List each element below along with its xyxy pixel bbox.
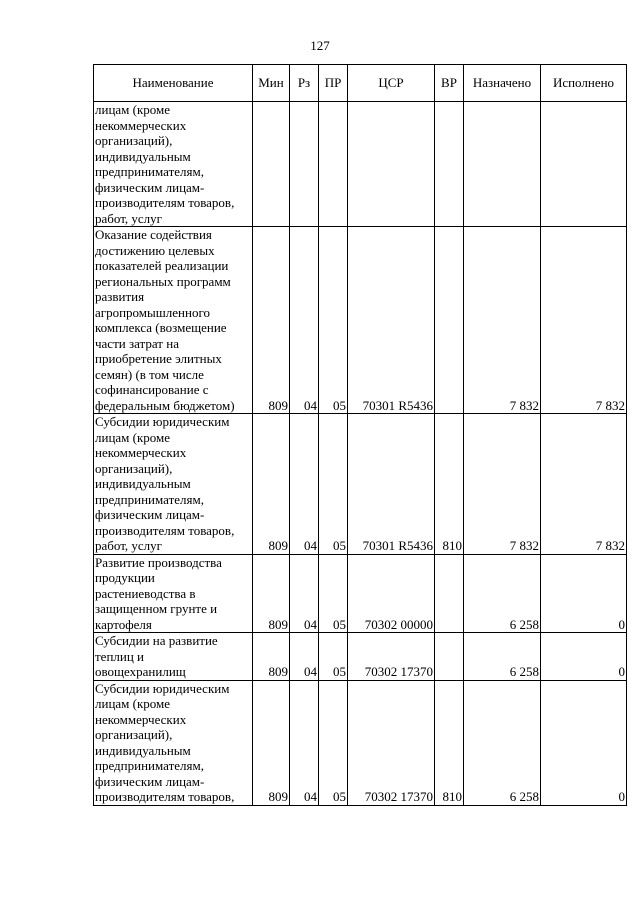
row-vr: 810 — [435, 680, 464, 805]
row-vr — [435, 102, 464, 227]
row-assigned: 6 258 — [464, 554, 541, 633]
row-assigned: 7 832 — [464, 227, 541, 414]
row-name: Оказание содействия достижению целевых показателей реализации региональных программ развития агропромышленного комплекса (возмещение части затрат на приобретение элитных семян) (в том числе софинансирование с федеральным бюджетом) — [94, 227, 253, 414]
header-name: Наименование — [94, 65, 253, 102]
row-executed — [541, 102, 627, 227]
page-number: 127 — [310, 38, 330, 53]
row-assigned: 6 258 — [464, 680, 541, 805]
row-rz: 04 — [290, 554, 319, 633]
row-executed: 7 832 — [541, 414, 627, 555]
row-name: Субсидии юридическим лицам (кроме некоммерческих организаций), индивидуальным предпринимателям, физическим лицам- производителям товаров, — [94, 680, 253, 805]
header-executed: Исполнено — [541, 65, 627, 102]
row-csr: 70302 17370 — [348, 680, 435, 805]
row-name: Развитие производства продукции растениеводства в защищенном грунте и картофеля — [94, 554, 253, 633]
row-executed: 0 — [541, 554, 627, 633]
table-row — [94, 633, 627, 681]
row-csr: 70301 R5436 — [348, 227, 435, 414]
row-name: Субсидии на развитие теплиц и овощехранилищ — [94, 633, 253, 681]
row-rz: 04 — [290, 680, 319, 805]
table-row — [94, 414, 627, 555]
row-csr: 70302 00000 — [348, 554, 435, 633]
table-row — [94, 227, 627, 414]
header-vr: ВР — [435, 65, 464, 102]
row-min — [253, 102, 290, 227]
row-pr: 05 — [319, 633, 348, 681]
header-pr: ПР — [319, 65, 348, 102]
row-pr: 05 — [319, 554, 348, 633]
row-vr — [435, 554, 464, 633]
row-min: 809 — [253, 680, 290, 805]
header-assigned: Назначено — [464, 65, 541, 102]
row-executed: 0 — [541, 680, 627, 805]
row-assigned: 7 832 — [464, 414, 541, 555]
row-csr — [348, 102, 435, 227]
budget-table — [93, 64, 627, 806]
row-vr — [435, 227, 464, 414]
row-min: 809 — [253, 414, 290, 555]
header-min: Мин — [253, 65, 290, 102]
row-rz: 04 — [290, 414, 319, 555]
row-csr: 70301 R5436 — [348, 414, 435, 555]
table-row — [94, 554, 627, 633]
header-row — [94, 65, 627, 102]
table-row — [94, 102, 627, 227]
row-csr: 70302 17370 — [348, 633, 435, 681]
table-row — [94, 680, 627, 805]
row-pr: 05 — [319, 414, 348, 555]
row-name: лицам (кроме некоммерческих организаций), индивидуальным предпринимателям, физическим лицам- производителям товаров, работ, услуг — [94, 102, 253, 227]
row-assigned: 6 258 — [464, 633, 541, 681]
row-rz — [290, 102, 319, 227]
row-pr: 05 — [319, 227, 348, 414]
row-min: 809 — [253, 227, 290, 414]
row-executed: 0 — [541, 633, 627, 681]
row-vr — [435, 633, 464, 681]
row-min: 809 — [253, 554, 290, 633]
row-pr: 05 — [319, 680, 348, 805]
row-rz: 04 — [290, 633, 319, 681]
header-rz: Рз — [290, 65, 319, 102]
row-min: 809 — [253, 633, 290, 681]
row-executed: 7 832 — [541, 227, 627, 414]
row-pr — [319, 102, 348, 227]
row-name: Субсидии юридическим лицам (кроме некоммерческих организаций), индивидуальным предпринимателям, физическим лицам- производителям товаров, работ, услуг — [94, 414, 253, 555]
row-vr: 810 — [435, 414, 464, 555]
header-csr: ЦСР — [348, 65, 435, 102]
row-assigned — [464, 102, 541, 227]
row-rz: 04 — [290, 227, 319, 414]
